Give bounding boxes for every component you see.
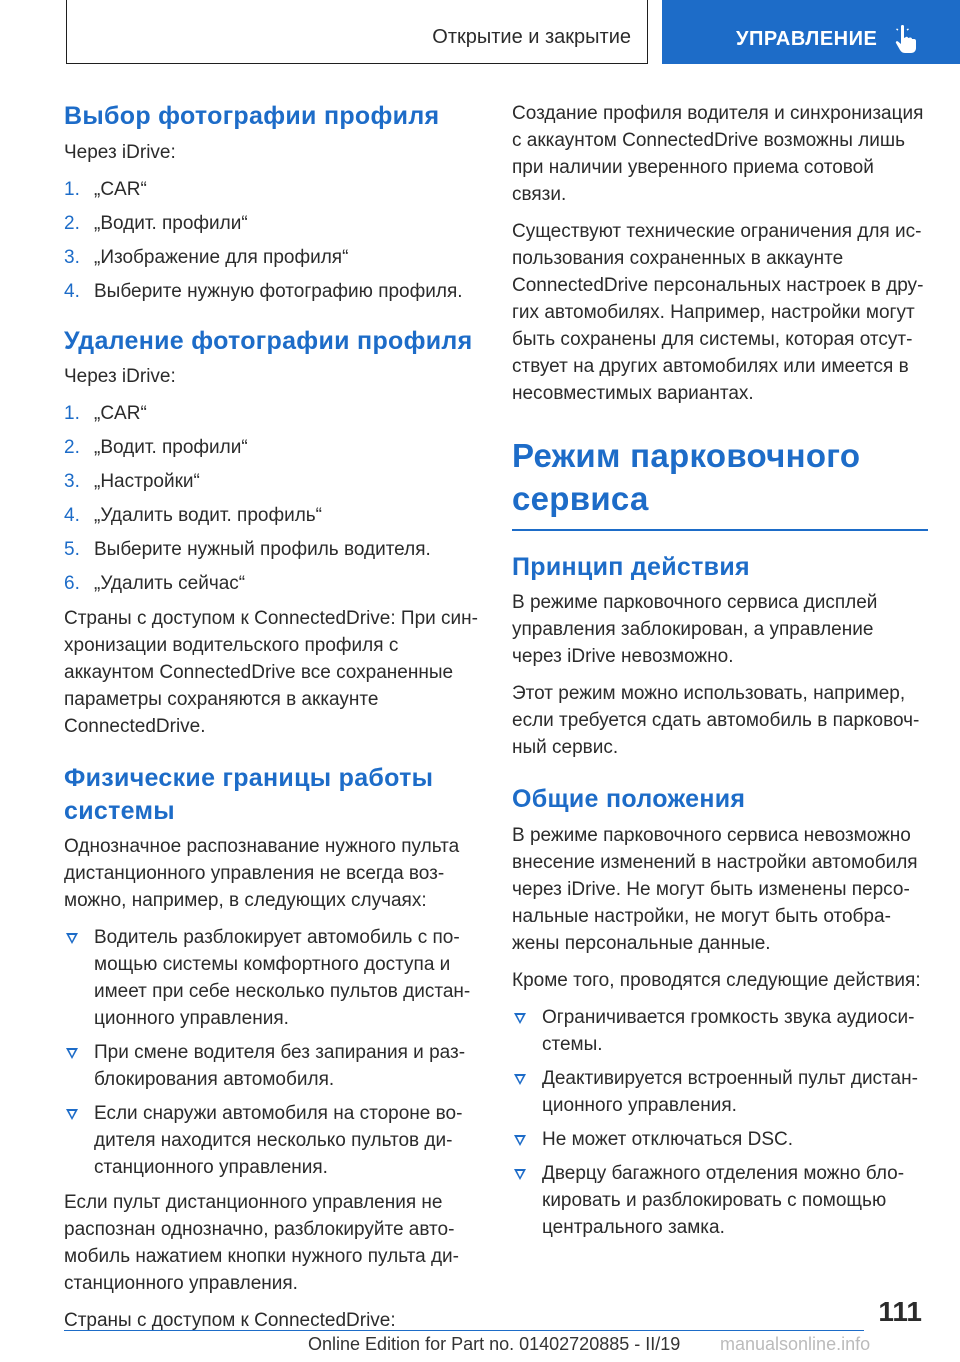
bullet-text: Если снаружи автомобиля на стороне водителя находится несколько пультов дистанционного управления. (94, 1103, 463, 1178)
list-item (64, 400, 480, 427)
section-title-system-limits: Физические границы работы системы (64, 764, 434, 825)
triangle-down-icon (514, 1135, 526, 1146)
connecteddrive-note: Страны с доступом к ConnectedDrive: При синхронизации водительского профиля с аккаунтом ConnectedDrive все сохраненные параметры сохраняются в аккаунте ConnectedDrive. (64, 608, 478, 737)
list-item (64, 1100, 480, 1181)
bullet-text: При смене водителя без запирания и разблокирования автомобиля. (94, 1042, 466, 1090)
bullet-text: Дверцу багажного отделения можно блокировать и разблокировать с помощью центрального замка. (542, 1162, 905, 1238)
header-chapter-title: УПРАВЛЕНИЕ (736, 28, 878, 50)
steps-select-photo (64, 176, 480, 305)
footer-divider (64, 1330, 864, 1331)
restrictions-paragraph: Существуют технические ограничения для использования сохраненных в аккаунте ConnectedDrive персональных настроек в других автомобилях. Например, настройки могут быть сохранены для системы, которая отсутствует на других автомобилях или имеется в несовместимых вариантах. (512, 221, 924, 404)
step-number: 4. (64, 505, 80, 526)
step-text: Выберите нужную фотографию профиля. (94, 280, 463, 302)
principle-paragraph-1: В режиме парковочного сервиса дисплей управления заблокирован, а управление через iDrive невозможно. (512, 592, 878, 668)
chapter-heading-valet-mode: Режим парковочного сервиса (512, 437, 861, 517)
limits-last-text: Страны с доступом к ConnectedDrive: (64, 1310, 396, 1331)
footer-edition: Online Edition for Part no. 01402720885 - II/19 (308, 1334, 681, 1354)
list-item (64, 176, 480, 203)
section-title-general: Общие положения (512, 785, 746, 814)
step-text: „CAR“ (94, 178, 147, 200)
left-column (64, 100, 480, 1344)
header-section-title: Открытие и закрытие (432, 26, 631, 48)
right-column (512, 100, 928, 1249)
list-item (512, 1004, 928, 1058)
triangle-down-icon (66, 1048, 78, 1059)
list-item (64, 536, 480, 563)
triangle-down-icon (66, 1109, 78, 1120)
list-item (64, 468, 480, 495)
list-item (512, 1065, 928, 1119)
bullet-text: Не может отключаться DSC. (542, 1128, 794, 1150)
step-number: 1. (64, 403, 80, 424)
steps-delete-photo (64, 400, 480, 597)
triangle-down-icon (514, 1013, 526, 1024)
limits-after-text: Если пульт дистанционного управления не распознан однозначно, разблокируйте автомобиль нажатием кнопки нужного пульта дистанционного управления. (64, 1192, 459, 1294)
triangle-down-icon (514, 1169, 526, 1180)
general-bullets (512, 1004, 928, 1241)
list-item (64, 570, 480, 597)
list-item (512, 1126, 928, 1153)
section-title-select-photo: Выбор фотографии профиля (64, 102, 440, 130)
principle-paragraph-2: Этот режим можно использовать, например, если требуется сдать автомобиль в парковочный сервис. (512, 683, 920, 759)
intro-text: Через iDrive: (64, 141, 176, 163)
step-text: Выберите нужный профиль водителя. (94, 539, 431, 560)
triangle-down-icon (66, 933, 78, 944)
list-item (64, 434, 480, 461)
step-text: „Изображение для профиля“ (94, 246, 349, 268)
step-number: 3. (64, 471, 80, 492)
list-item (64, 502, 480, 529)
step-number: 4. (64, 280, 80, 302)
step-number: 1. (64, 178, 80, 200)
section-title-principle: Принцип действия (512, 552, 750, 581)
section-title-delete-photo: Удаление фотографии профиля (64, 326, 473, 355)
header-chapter-tab[interactable] (662, 0, 960, 64)
triangle-down-icon (514, 1074, 526, 1085)
list-item (64, 210, 480, 237)
general-paragraph-1: В режиме парковочного сервиса невозможно внесение изменений в настройки автомобиля через iDrive. Не могут быть изменены персональные настройки, не могут быть отображены персональные данные. (512, 824, 918, 954)
page-number: 111 (878, 1296, 922, 1327)
step-text: „Удалить сейчас“ (94, 573, 246, 594)
step-number: 2. (64, 437, 80, 458)
bullet-text: Ограничивается громкость звука аудиосистемы. (542, 1006, 915, 1055)
step-text: „CAR“ (94, 403, 147, 424)
list-item (64, 244, 480, 271)
step-number: 6. (64, 573, 80, 594)
bullet-text: Деактивируется встроенный пульт дистанционного управления. (542, 1067, 918, 1116)
header-section-box (66, 0, 648, 64)
heading-divider (512, 529, 928, 531)
step-text: „Удалить водит. профиль“ (94, 505, 323, 526)
intro-text: Через iDrive: (64, 366, 176, 387)
step-number: 5. (64, 539, 80, 560)
step-text: „Водит. профили“ (94, 212, 248, 234)
step-number: 3. (64, 246, 80, 268)
step-number: 2. (64, 212, 80, 234)
limits-intro: Однозначное распознавание нужного пульта дистанционного управления не всегда возможно, например, в следующих случаях: (64, 836, 460, 911)
list-item (64, 924, 480, 1032)
step-text: „Водит. профили“ (94, 437, 248, 458)
sync-paragraph: Создание профиля водителя и синхронизация с аккаунтом ConnectedDrive возможны лишь при наличии уверенного приема сотовой связи. (512, 103, 924, 205)
list-item (64, 1039, 480, 1093)
hand-pointer-icon (894, 24, 920, 54)
list-item (64, 278, 480, 305)
bullet-text: Водитель разблокирует автомобиль с помощью системы комфортного доступа и имеет при себе несколько пультов дистанционного управления. (94, 927, 471, 1029)
limits-bullets (64, 924, 480, 1181)
list-item (512, 1160, 928, 1241)
step-text: „Настройки“ (94, 471, 200, 492)
general-paragraph-2: Кроме того, проводятся следующие действия: (512, 969, 921, 991)
watermark: manualsonline.info (720, 1334, 871, 1354)
